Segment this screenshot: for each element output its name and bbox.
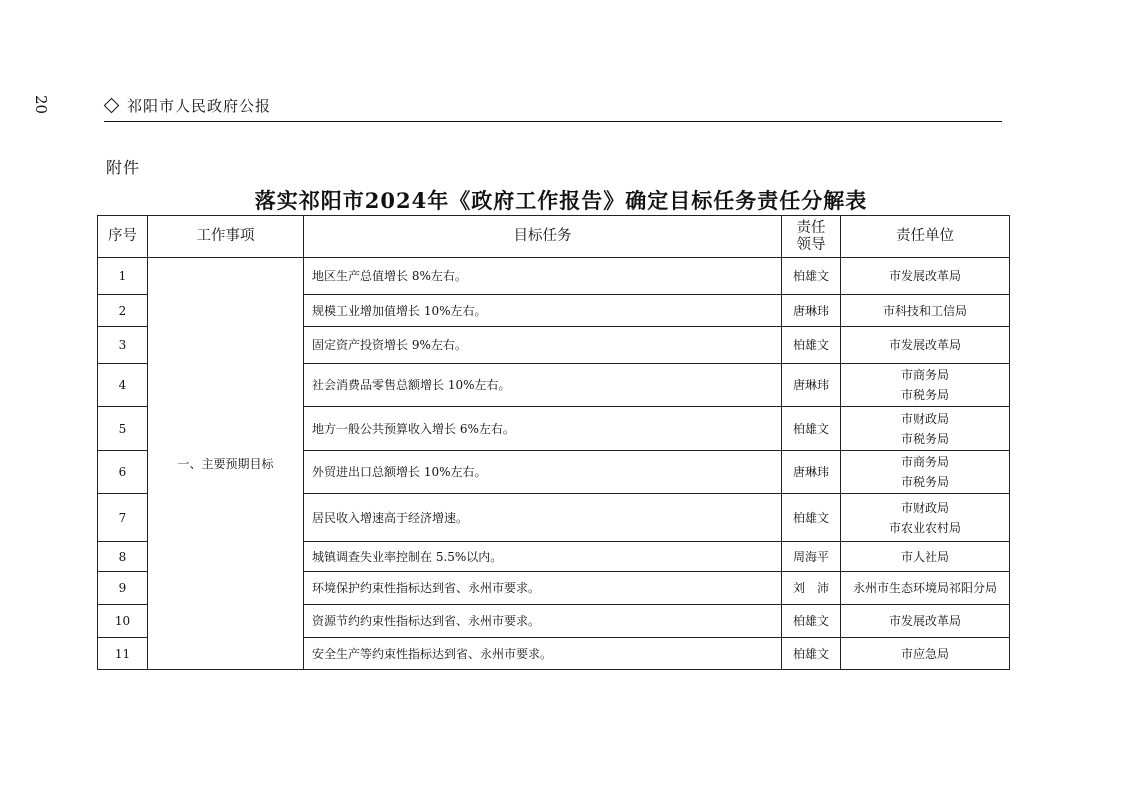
row-leader: 柏雄文 <box>782 605 841 638</box>
header-leader-line1: 责任 <box>796 219 826 236</box>
row-leader: 唐琳玮 <box>782 295 841 327</box>
row-unit <box>841 638 1010 670</box>
row-target: 安全生产等约束性指标达到省、永州市要求。 <box>304 638 782 670</box>
row-leader: 柏雄文 <box>782 407 841 451</box>
row-index: 3 <box>98 327 148 364</box>
row-index: 5 <box>98 407 148 451</box>
row-unit <box>841 451 1010 494</box>
unit-name: 市税务局 <box>900 475 949 489</box>
row-target: 资源节约约束性指标达到省、永州市要求。 <box>304 605 782 638</box>
row-leader: 柏雄文 <box>782 327 841 364</box>
row-unit <box>841 542 1010 572</box>
header-leader <box>782 216 841 258</box>
attachment-label: 附件 <box>106 158 141 177</box>
row-index: 9 <box>98 572 148 605</box>
header-index: 序号 <box>98 216 148 258</box>
header-unit: 责任单位 <box>841 216 1010 258</box>
document-title: 落实祁阳市2024年《政府工作报告》确定目标任务责任分解表 <box>254 188 868 213</box>
group-item: 一、主要预期目标 <box>148 258 304 670</box>
unit-name: 市发展改革局 <box>888 338 961 352</box>
row-unit <box>841 364 1010 407</box>
row-target: 固定资产投资增长 9%左右。 <box>304 327 782 364</box>
row-index: 7 <box>98 494 148 542</box>
row-target: 地区生产总值增长 8%左右。 <box>304 258 782 295</box>
row-index: 4 <box>98 364 148 407</box>
diamond-icon <box>104 97 120 113</box>
row-unit <box>841 605 1010 638</box>
row-leader: 柏雄文 <box>782 638 841 670</box>
row-unit <box>841 407 1010 451</box>
row-index: 2 <box>98 295 148 327</box>
responsibility-table <box>97 215 1010 670</box>
row-index: 8 <box>98 542 148 572</box>
table-header-row <box>98 216 1010 258</box>
unit-name: 市税务局 <box>900 388 949 402</box>
row-target: 规模工业增加值增长 10%左右。 <box>304 295 782 327</box>
row-index: 6 <box>98 451 148 494</box>
row-unit <box>841 258 1010 295</box>
unit-name: 市发展改革局 <box>888 269 961 283</box>
unit-name: 市商务局 <box>900 368 949 382</box>
header-target: 目标任务 <box>304 216 782 258</box>
unit-name: 市农业农村局 <box>888 520 961 535</box>
row-unit <box>841 572 1010 605</box>
row-leader: 柏雄文 <box>782 258 841 295</box>
page-number: 20 <box>32 95 50 115</box>
unit-name: 市税务局 <box>900 431 949 446</box>
row-target: 地方一般公共预算收入增长 6%左右。 <box>304 407 782 451</box>
row-leader: 刘 沛 <box>782 572 841 605</box>
table-body <box>98 258 1010 670</box>
row-leader: 唐琳玮 <box>782 364 841 407</box>
unit-name: 市财政局 <box>900 500 949 515</box>
unit-name: 市人社局 <box>900 549 949 564</box>
unit-name: 市科技和工信局 <box>882 303 967 318</box>
row-unit <box>841 327 1010 364</box>
row-leader: 周海平 <box>782 542 841 572</box>
row-target: 城镇调查失业率控制在 5.5%以内。 <box>304 542 782 572</box>
row-target: 环境保护约束性指标达到省、永州市要求。 <box>304 572 782 605</box>
unit-name: 永州市生态环境局祁阳分局 <box>852 581 997 595</box>
row-unit <box>841 494 1010 542</box>
row-target: 外贸进出口总额增长 10%左右。 <box>304 451 782 494</box>
row-index: 10 <box>98 605 148 638</box>
header-item: 工作事项 <box>148 216 304 258</box>
gazette-header <box>104 95 271 115</box>
row-index: 11 <box>98 638 148 670</box>
table-row <box>98 258 1010 295</box>
row-leader: 唐琳玮 <box>782 451 841 494</box>
row-target: 居民收入增速高于经济增速。 <box>304 494 782 542</box>
header-leader-line2: 领导 <box>796 236 826 253</box>
row-leader: 柏雄文 <box>782 494 841 542</box>
unit-name: 市应急局 <box>900 646 949 661</box>
unit-name: 市商务局 <box>900 455 949 469</box>
row-index: 1 <box>98 258 148 295</box>
row-unit <box>841 295 1010 327</box>
gazette-title: 祁阳市人民政府公报 <box>127 96 272 115</box>
unit-name: 市财政局 <box>900 411 949 426</box>
unit-name: 市发展改革局 <box>888 614 961 628</box>
header-rule <box>104 121 1002 122</box>
row-target: 社会消费品零售总额增长 10%左右。 <box>304 364 782 407</box>
